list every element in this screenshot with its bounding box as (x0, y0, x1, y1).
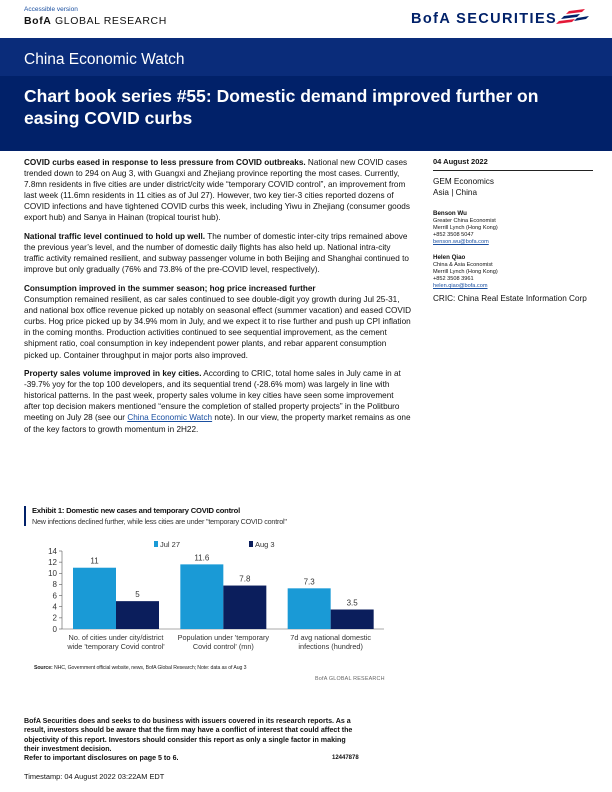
lead-covid-curbs: COVID curbs eased in response to less pressure from COVID outbreaks. (24, 158, 306, 167)
analyst-phone: +852 3508 5047 (433, 232, 474, 238)
analyst-phone: +852 3508 3961 (433, 276, 474, 282)
analyst-name: Benson Wu (433, 210, 467, 217)
exhibit-title: Exhibit 1: Domestic new cases and temporary COVID control (32, 506, 241, 515)
text-traffic: The number of domestic inter-city trips remained above the previous year’s level, and the number of domestic daily flights has also held up. National intra-city traffic activity remained resilient, and subway passenger volume in both Beijing and Shanghai continued to improve but only gradually (76% and 73.8% of the pre-COVID level, respectively). (24, 232, 409, 275)
analyst-firm: Merrill Lynch (Hong Kong) (433, 225, 498, 231)
bar (331, 610, 374, 630)
text-covid-curbs: National new COVID cases trended down to 294 on Aug 3, with Guangxi and Zhejiang province reporting the most cases. Currently, 7.8mn residents in five cities are under district/city wide “temporary COVID control”, an improvement from last week (11.6mn residents in 11 cities as of Jul 27). However, two key tier-3 cities reported dozens of COVID infections and have tightened COVID curbs this week, including Yiwu in Zhejiang (consumer goods export hub) and Sanya in Hainan (tropical tourist hub). (24, 158, 410, 223)
brand-global-research: GLOBAL RESEARCH (51, 15, 167, 27)
analyst-card (433, 210, 593, 246)
y-tick-label: 4 (52, 602, 57, 612)
y-tick-label: 12 (48, 557, 57, 567)
department-region: Asia | China (433, 188, 477, 197)
bar-value-label: 3.5 (346, 598, 358, 608)
y-tick-label: 6 (52, 591, 57, 601)
bofa-flag-icon (555, 8, 591, 26)
text-property-b: note). In our view, the property market remains as one of the key factors to growth momentum in 2H22. (24, 413, 411, 434)
bar (288, 588, 331, 629)
bar (116, 601, 159, 629)
legend-label: Jul 27 (160, 540, 181, 549)
legend-label: Aug 3 (255, 540, 275, 549)
series-name: China Economic Watch (24, 51, 185, 68)
bar-value-label: 5 (135, 590, 140, 600)
analyst-title: China & Asia Economist (433, 262, 493, 268)
report-body (24, 157, 412, 442)
china-economic-watch-link[interactable]: China Economic Watch (127, 413, 213, 423)
brand-bofa: BofA (24, 15, 52, 27)
x-category-label: infections (hundred) (298, 642, 363, 651)
x-category-label: Population under 'temporary (177, 633, 270, 642)
exhibit-brand: BofA GLOBAL RESEARCH (315, 676, 385, 682)
cric-abbreviation-note: CRIC: China Real Estate Information Corp (433, 294, 587, 303)
bar-value-label: 11 (90, 556, 99, 566)
sidebar (433, 157, 593, 290)
y-tick-label: 0 (52, 624, 57, 634)
y-tick-label: 14 (48, 546, 57, 556)
timestamp: Timestamp: 04 August 2022 03:22AM EDT (24, 772, 165, 781)
analyst-email-link[interactable]: helen.qiao@bofa.com (433, 283, 488, 289)
disclaimer-block (24, 717, 354, 763)
bar (180, 564, 223, 629)
document-id: 12447878 (332, 755, 359, 761)
text-property-a: According to CRIC, total home sales in July came in at -39.7% yoy for the top 100 developers, and its sequential trend (-28.6% mom) was largely in line with historical patterns. In the past week, property sales volume in key cities have seen some improvement after top decision makers mentioned “ensure the completion of stalled property projects” in the Politburo meeting on July 28 (see our (24, 369, 401, 423)
department (433, 176, 593, 198)
bar-chart (34, 536, 390, 664)
accessible-version-link[interactable]: Accessible version (24, 6, 78, 13)
exhibit-subtitle: New infections declined further, while less cities are under "temporary COVID control" (32, 517, 287, 526)
lead-property: Property sales volume improved in key cities. (24, 369, 202, 379)
bar-value-label: 7.3 (303, 577, 315, 587)
legend-swatch (154, 541, 158, 547)
source-text: NHC, Government official website, news, BofA Global Research; Note: data as of Aug 3 (52, 665, 247, 671)
legend-swatch (249, 541, 253, 547)
bar (223, 586, 266, 629)
x-category-label: wide 'temporary Covid control' (67, 642, 165, 651)
hero-banner (0, 38, 612, 151)
x-category-label: No. of cities under city/district (68, 633, 164, 642)
report-date: 04 August 2022 (433, 157, 593, 171)
analyst-firm: Merrill Lynch (Hong Kong) (433, 269, 498, 275)
department-name: GEM Economics (433, 177, 494, 186)
disclosures-reference: Refer to important disclosures on page 5 to 6. (24, 754, 179, 763)
exhibit-header (24, 506, 394, 526)
lead-consumption: Consumption improved in the summer season; hog price increased further (24, 283, 316, 293)
bofa-securities-logo-text: BofA SECURITIES (411, 11, 558, 27)
x-category-label: Covid control' (mn) (192, 642, 254, 651)
analyst-name: Helen Qiao (433, 254, 466, 261)
x-category-label: 7d avg national domestic (290, 633, 372, 642)
lead-traffic: National traffic level continued to hold up well. (24, 232, 206, 242)
exhibit-source (34, 665, 246, 671)
paragraph-covid-curbs (24, 157, 412, 224)
bar-value-label: 11.6 (194, 553, 210, 563)
paragraph-property (24, 368, 412, 435)
y-tick-label: 2 (52, 613, 57, 623)
bar-value-label: 7.8 (239, 574, 251, 584)
paragraph-traffic (24, 231, 412, 275)
bofa-global-research-brand (24, 15, 167, 27)
text-consumption: Consumption remained resilient, as car sales continued to see double-digit yoy growth during Jul 25-31, and national box office revenue picked up notably on seasonal effect (summer vacation) and eased COVID curbs. Hog price picked up by 34.9% mom in July, and we expect it to rise further and push up CPI inflation in the coming months. Production activities continued to see sequential improvement, as the cement shipment ratio, coal consumption in key independent power plants, and rebar apparent consumption picked up. Container throughput in major ports also improved. (24, 295, 412, 360)
bar (73, 568, 116, 629)
analyst-card (433, 254, 593, 290)
disclaimer-text: BofA Securities does and seeks to do business with issuers covered in its research reports. As a result, investors should be aware that the firm may have a conflict of interest that could affect the objectivity of this report. Investors should consider this report as only a single factor in making their investment decision. (24, 717, 353, 753)
analyst-title: Greater China Economist (433, 218, 496, 224)
paragraph-consumption (24, 283, 412, 361)
top-bar (0, 0, 612, 38)
report-title: Chart book series #55: Domestic demand improved further on easing COVID curbs (24, 86, 539, 128)
y-tick-label: 10 (48, 569, 57, 579)
analyst-email-link[interactable]: benson.wu@bofa.com (433, 239, 489, 245)
source-label: Source: (34, 665, 53, 671)
y-tick-label: 8 (52, 580, 57, 590)
